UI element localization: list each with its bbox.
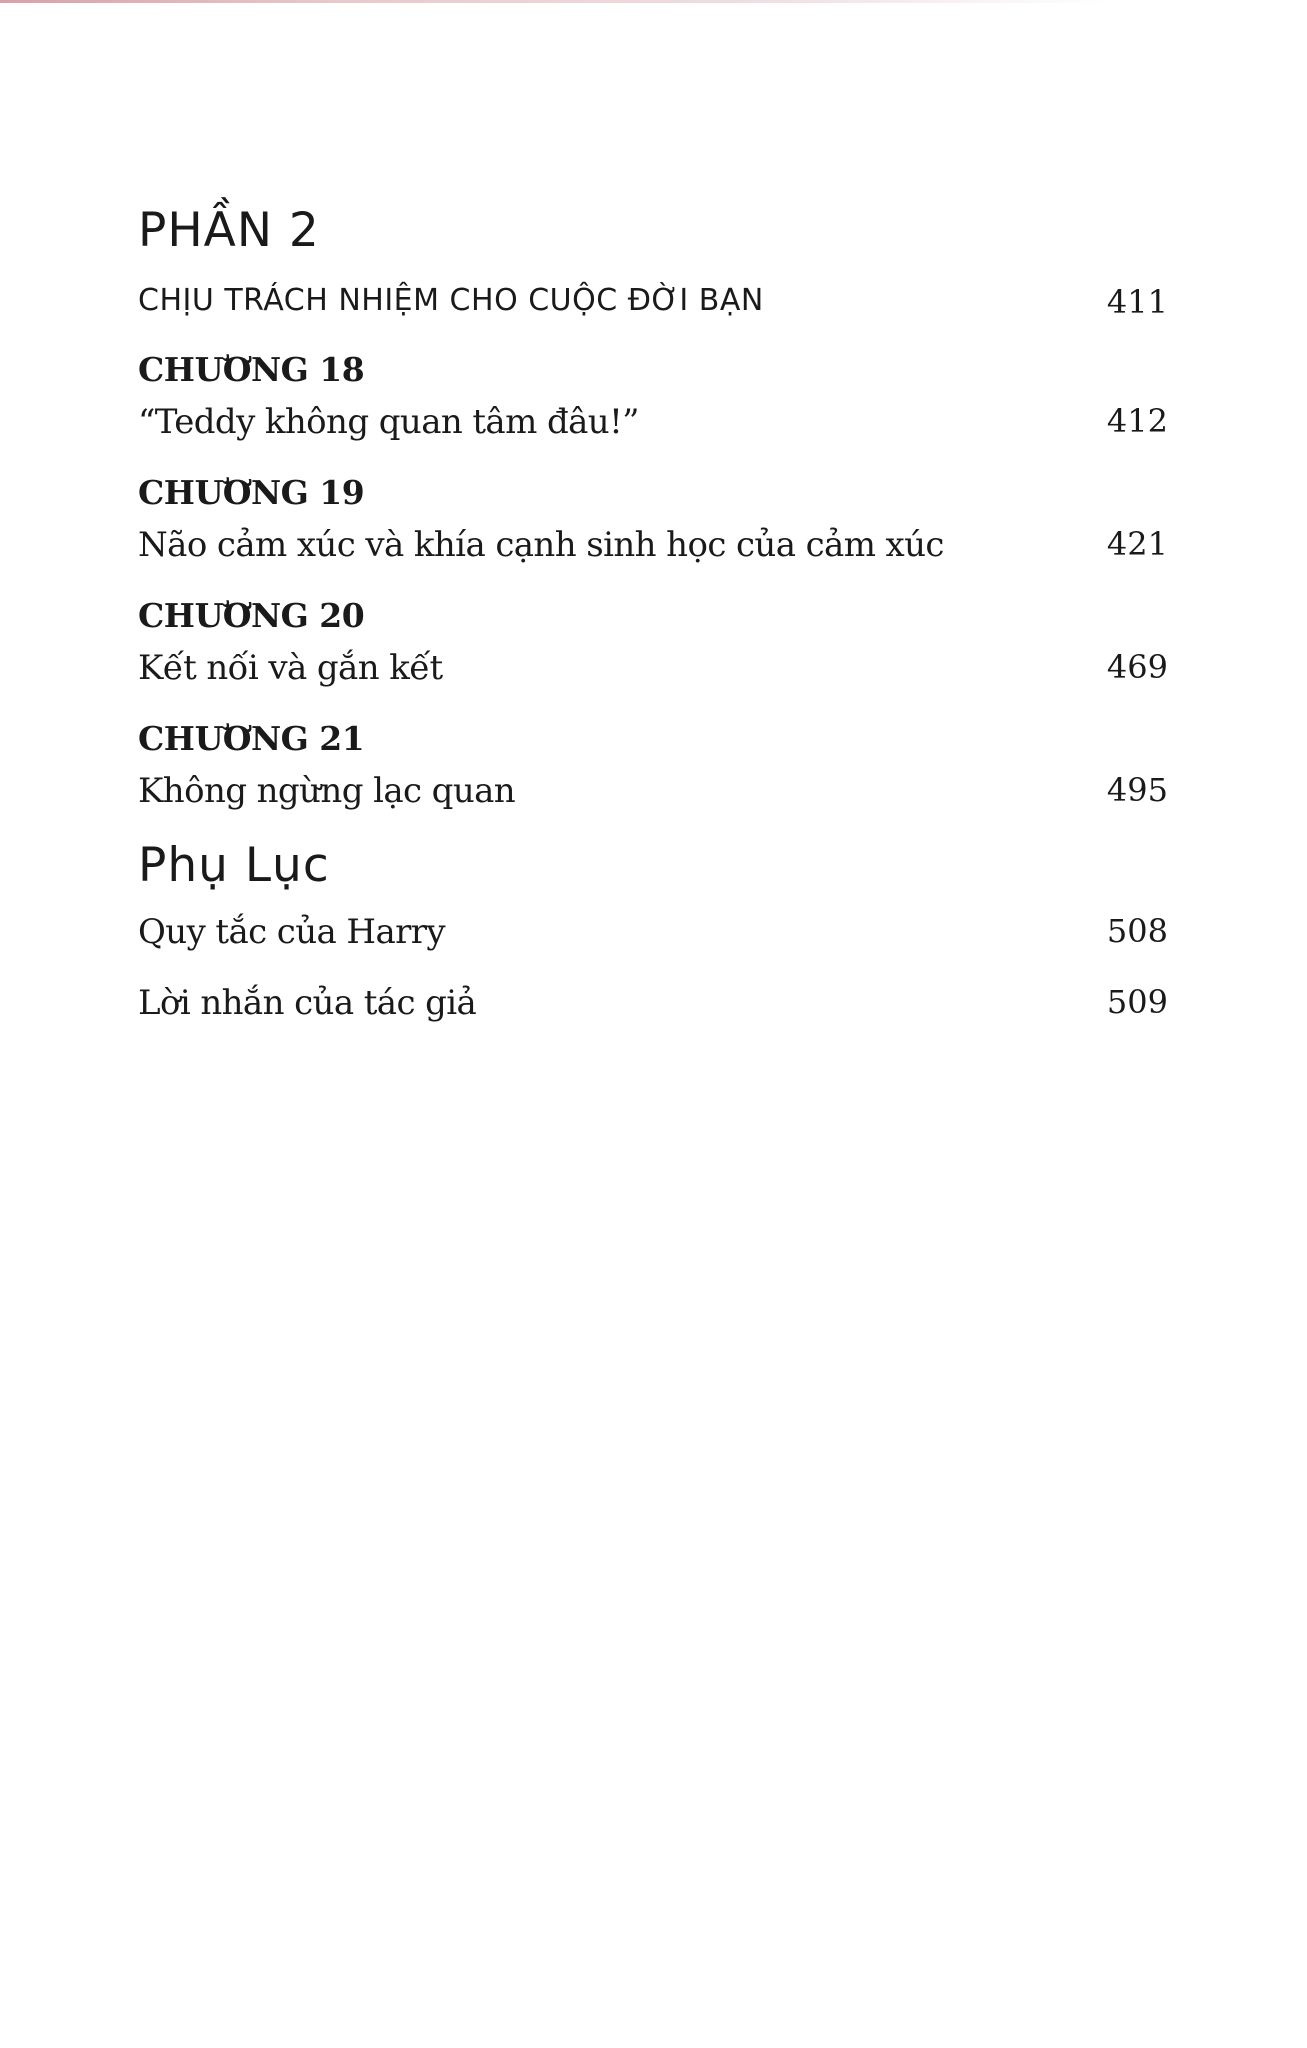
appendix-item-page-number: 508: [1106, 912, 1168, 950]
chapter-title: “Teddy không quan tâm đâu!”: [138, 402, 639, 442]
part-subtitle: CHỊU TRÁCH NHIỆM CHO CUỘC ĐỜI BẠN: [138, 283, 764, 318]
chapter-page-number: 412: [1106, 402, 1168, 440]
part-heading: PHẦN 2: [138, 203, 320, 258]
chapter-label: CHƯƠNG 18: [138, 350, 365, 389]
chapter-page-number: 495: [1106, 771, 1168, 809]
appendix-item-page-number: 509: [1106, 983, 1168, 1021]
chapter-page-number: 421: [1106, 525, 1168, 563]
chapter-label: CHƯƠNG 19: [138, 473, 365, 512]
chapter-label: CHƯƠNG 21: [138, 719, 365, 758]
chapter-title: Không ngừng lạc quan: [138, 771, 516, 811]
chapter-label: CHƯƠNG 20: [138, 596, 365, 635]
part-page-number: 411: [1106, 283, 1168, 321]
page-top-edge: [0, 0, 1110, 3]
chapter-title: Kết nối và gắn kết: [138, 648, 443, 688]
appendix-item-title: Quy tắc của Harry: [138, 912, 446, 952]
appendix-item-title: Lời nhắn của tác giả: [138, 983, 477, 1023]
appendix-heading: Phụ Lục: [138, 838, 330, 893]
chapter-title: Não cảm xúc và khía cạnh sinh học của cảm xúc: [138, 525, 944, 565]
chapter-page-number: 469: [1106, 648, 1168, 686]
